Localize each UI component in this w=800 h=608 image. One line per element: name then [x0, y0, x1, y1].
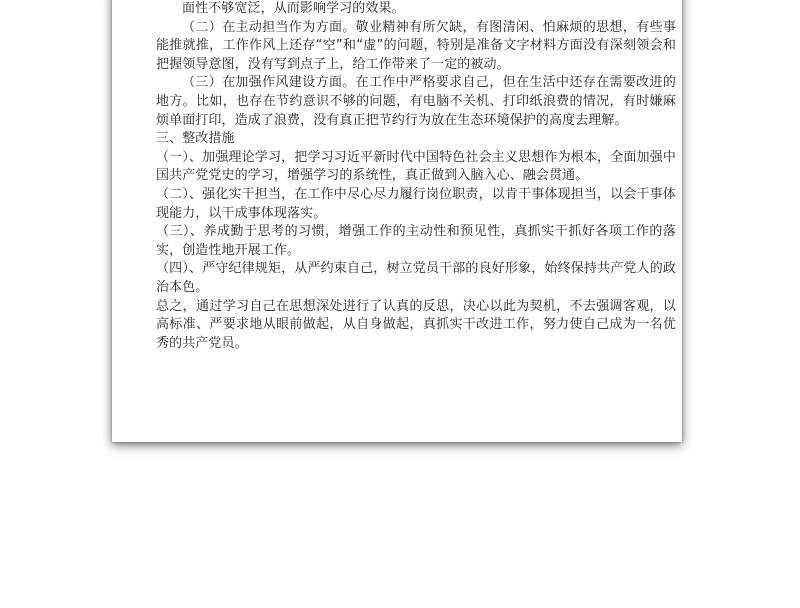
paragraph-5: （二）、强化实干担当，在工作中尽心尽力履行岗位职责，以肯干事体现担当，以会干事体现能力，以干成事体现落实。 [156, 186, 676, 221]
paragraph-8: 总之，通过学习自己在思想深处进行了认真的反思，决心以此为契机，不去强调客观，以高标准、严要求地从眼前做起，从自身做起，真抓实干改进工作，努力使自己成为一名优秀的共产党员。 [156, 298, 676, 351]
paragraph-2: （二）在主动担当作为方面。敬业精神有所欠缺，有图清闲、怕麻烦的思想，有些事能推就推，工作作风上还存“空”和“虚”的问题，特别是准备文字材料方面没有深刻领会和把握领导意图，没有写到点子上，给工作带来了一定的被动。 [156, 19, 676, 72]
paragraph-7: （四）、严守纪律规矩，从严约束自己，树立党员干部的良好形象，始终保持共产党人的政治本色。 [156, 261, 676, 295]
document-page [112, 0, 682, 442]
paragraph-4: （一）、加强理论学习，把学习习近平新时代中国特色社会主义思想作为根本，全面加强中国共产党党史的学习，增强学习的系统性，真正做到入脑入心、融会贯通。 [156, 149, 676, 184]
paragraph-3: （三）在加强作风建设方面。在工作中严格要求自己，但在生活中还存在需要改进的地方。比如，也存在节约意识不够的问题，有电脑不关机、打印纸浪费的情况，有时嫌麻烦单面打印，造成了浪费，没有真正把节约行为放在生态环境保护的高度去理解。 [156, 75, 676, 128]
paragraph-1: 面性不够宽泛，从而影响学习的效果。 [182, 1, 405, 16]
document-body [156, 0, 676, 353]
paragraph-6: （三）、养成勤于思考的习惯，增强工作的主动性和预见性，真抓实干抓好各项工作的落实，创造性地开展工作。 [156, 224, 676, 258]
section-heading: 三、整改措施 [156, 131, 235, 147]
